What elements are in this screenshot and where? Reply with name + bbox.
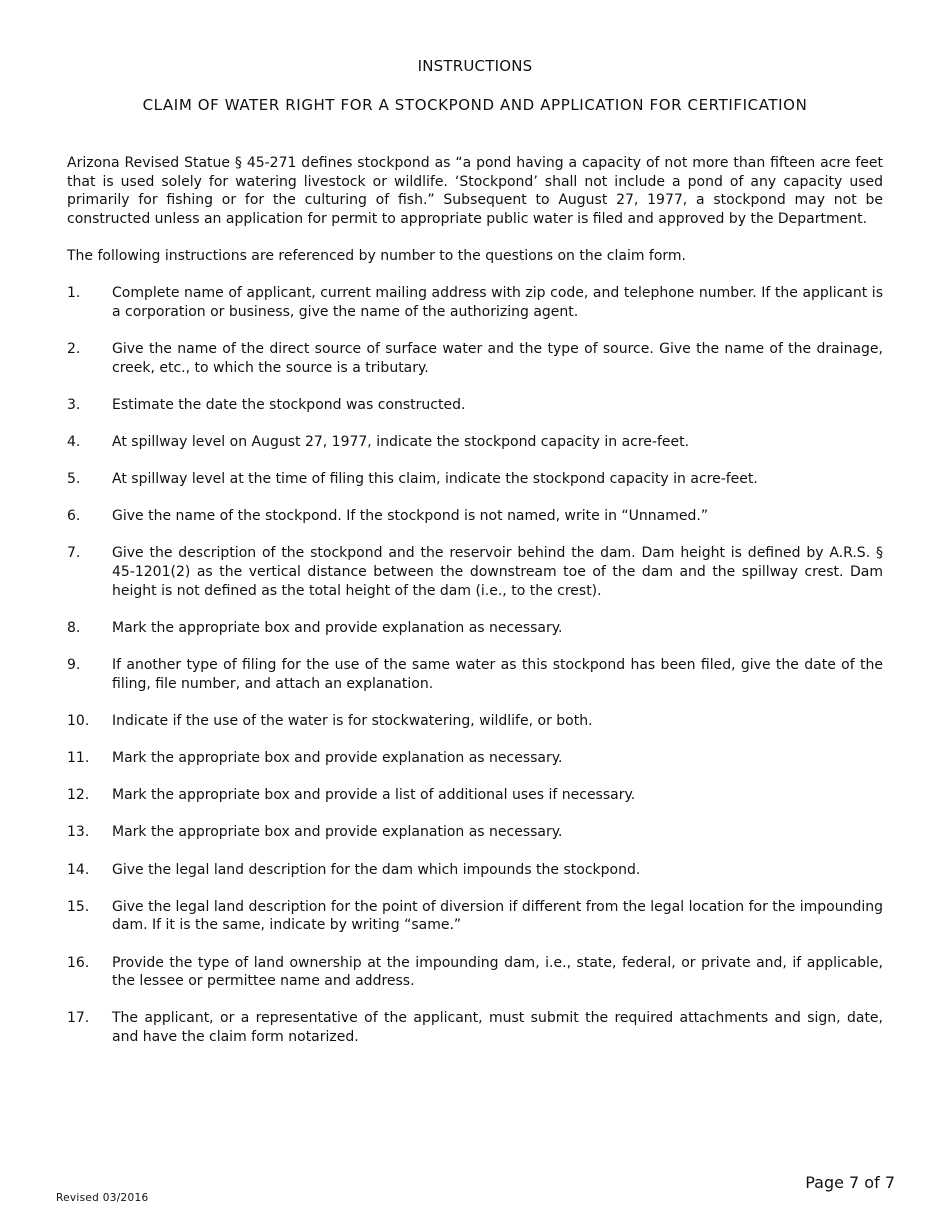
instruction-item xyxy=(67,1009,883,1046)
instruction-text: At spillway level at the time of filing this claim, indicate the stockpond capacity in acre-feet. xyxy=(112,471,758,488)
intro-paragraph: Arizona Revised Statue § 45-271 defines stockpond as “a pond having a capacity of not more than fifteen acre feet that is used solely for watering livestock or wildlife. ‘Stockpond’ shall not include a pond of any capacity used primarily for fishing or for the culturing of fish.” Subsequent to August 27, 1977, a stockpond may not be constructed unless an application for permit to appropriate public water is filed and approved by the Department. xyxy=(67,155,883,227)
instruction-item xyxy=(67,712,883,731)
instruction-number: 5. xyxy=(67,471,81,488)
instruction-number: 12. xyxy=(67,787,90,804)
instruction-text: Give the legal land description for the point of diversion if different from the legal location for the impounding dam. If it is the same, indicate by writing “same.” xyxy=(112,898,883,934)
page-title: INSTRUCTIONS xyxy=(417,57,533,75)
instruction-item xyxy=(67,749,883,768)
instruction-number: 14. xyxy=(67,861,90,878)
instruction-item xyxy=(67,544,883,600)
instruction-text: Estimate the date the stockpond was constructed. xyxy=(112,396,466,413)
instruction-text: The applicant, or a representative of the applicant, must submit the required attachments and sign, date, and have the claim form notarized. xyxy=(112,1010,883,1045)
instruction-number: 9. xyxy=(67,657,81,674)
lead-paragraph: The following instructions are referenced by number to the questions on the claim form. xyxy=(67,247,687,264)
instruction-item xyxy=(67,507,883,526)
instruction-item xyxy=(67,656,883,693)
instruction-number: 13. xyxy=(67,824,90,841)
instruction-number: 7. xyxy=(67,545,81,562)
instruction-text: Complete name of applicant, current mailing address with zip code, and telephone number. If the applicant is a corporation or business, give the name of the authorizing agent. xyxy=(112,285,883,320)
revision-date: Revised 03/2016 xyxy=(56,1192,149,1204)
instruction-number: 11. xyxy=(67,750,90,766)
page-subtitle: CLAIM OF WATER RIGHT FOR A STOCKPOND AND APPLICATION FOR CERTIFICATION xyxy=(142,96,808,114)
instruction-text: If another type of filing for the use of the same water as this stockpond has been filed, give the date of the filing, file number, and attach an explanation. xyxy=(112,657,883,692)
instruction-text: Give the description of the stockpond and the reservoir behind the dam. Dam height is defined by A.R.S. § 45-1201(2) as the vertical distance between the downstream toe of the dam and the spillway crest. Dam height is not defined as the total height of the dam (i.e., to the crest). xyxy=(112,545,883,599)
instruction-item xyxy=(67,433,883,452)
instruction-text: At spillway level on August 27, 1977, indicate the stockpond capacity in acre-feet. xyxy=(112,433,690,450)
instructions-body xyxy=(67,154,883,1065)
instruction-number: 16. xyxy=(67,954,90,971)
instruction-number: 3. xyxy=(67,396,81,413)
instruction-item xyxy=(67,786,883,805)
instruction-text: Mark the appropriate box and provide explanation as necessary. xyxy=(112,824,563,841)
instruction-text: Mark the appropriate box and provide explanation as necessary. xyxy=(112,619,563,636)
instruction-text: Mark the appropriate box and provide explanation as necessary. xyxy=(112,750,563,766)
instruction-item xyxy=(67,861,883,880)
instruction-item xyxy=(67,619,883,638)
instruction-item xyxy=(67,954,883,991)
instruction-text: Indicate if the use of the water is for stockwatering, wildlife, or both. xyxy=(112,712,593,729)
instruction-number: 17. xyxy=(67,1010,90,1027)
instruction-number: 2. xyxy=(67,340,81,357)
instruction-number: 1. xyxy=(67,285,81,302)
instruction-item xyxy=(67,340,883,377)
page-number: Page 7 of 7 xyxy=(805,1173,895,1192)
instruction-item xyxy=(67,898,883,935)
instruction-number: 4. xyxy=(67,433,81,450)
instruction-number: 10. xyxy=(67,712,90,729)
instruction-text: Mark the appropriate box and provide a list of additional uses if necessary. xyxy=(112,787,636,804)
instruction-number: 15. xyxy=(67,898,90,915)
instruction-item xyxy=(67,470,883,489)
instruction-item xyxy=(67,284,883,321)
instruction-text: Give the legal land description for the dam which impounds the stockpond. xyxy=(112,861,641,878)
instruction-number: 8. xyxy=(67,619,81,636)
instruction-item xyxy=(67,823,883,842)
instruction-text: Give the name of the stockpond. If the stockpond is not named, write in “Unnamed.” xyxy=(112,508,709,525)
instruction-text: Give the name of the direct source of surface water and the type of source. Give the name of the drainage, creek, etc., to which the source is a tributary. xyxy=(112,340,883,376)
instruction-text: Provide the type of land ownership at the impounding dam, i.e., state, federal, or private and, if applicable, the lessee or permittee name and address. xyxy=(112,954,883,990)
instruction-item xyxy=(67,396,883,415)
instruction-number: 6. xyxy=(67,508,81,525)
